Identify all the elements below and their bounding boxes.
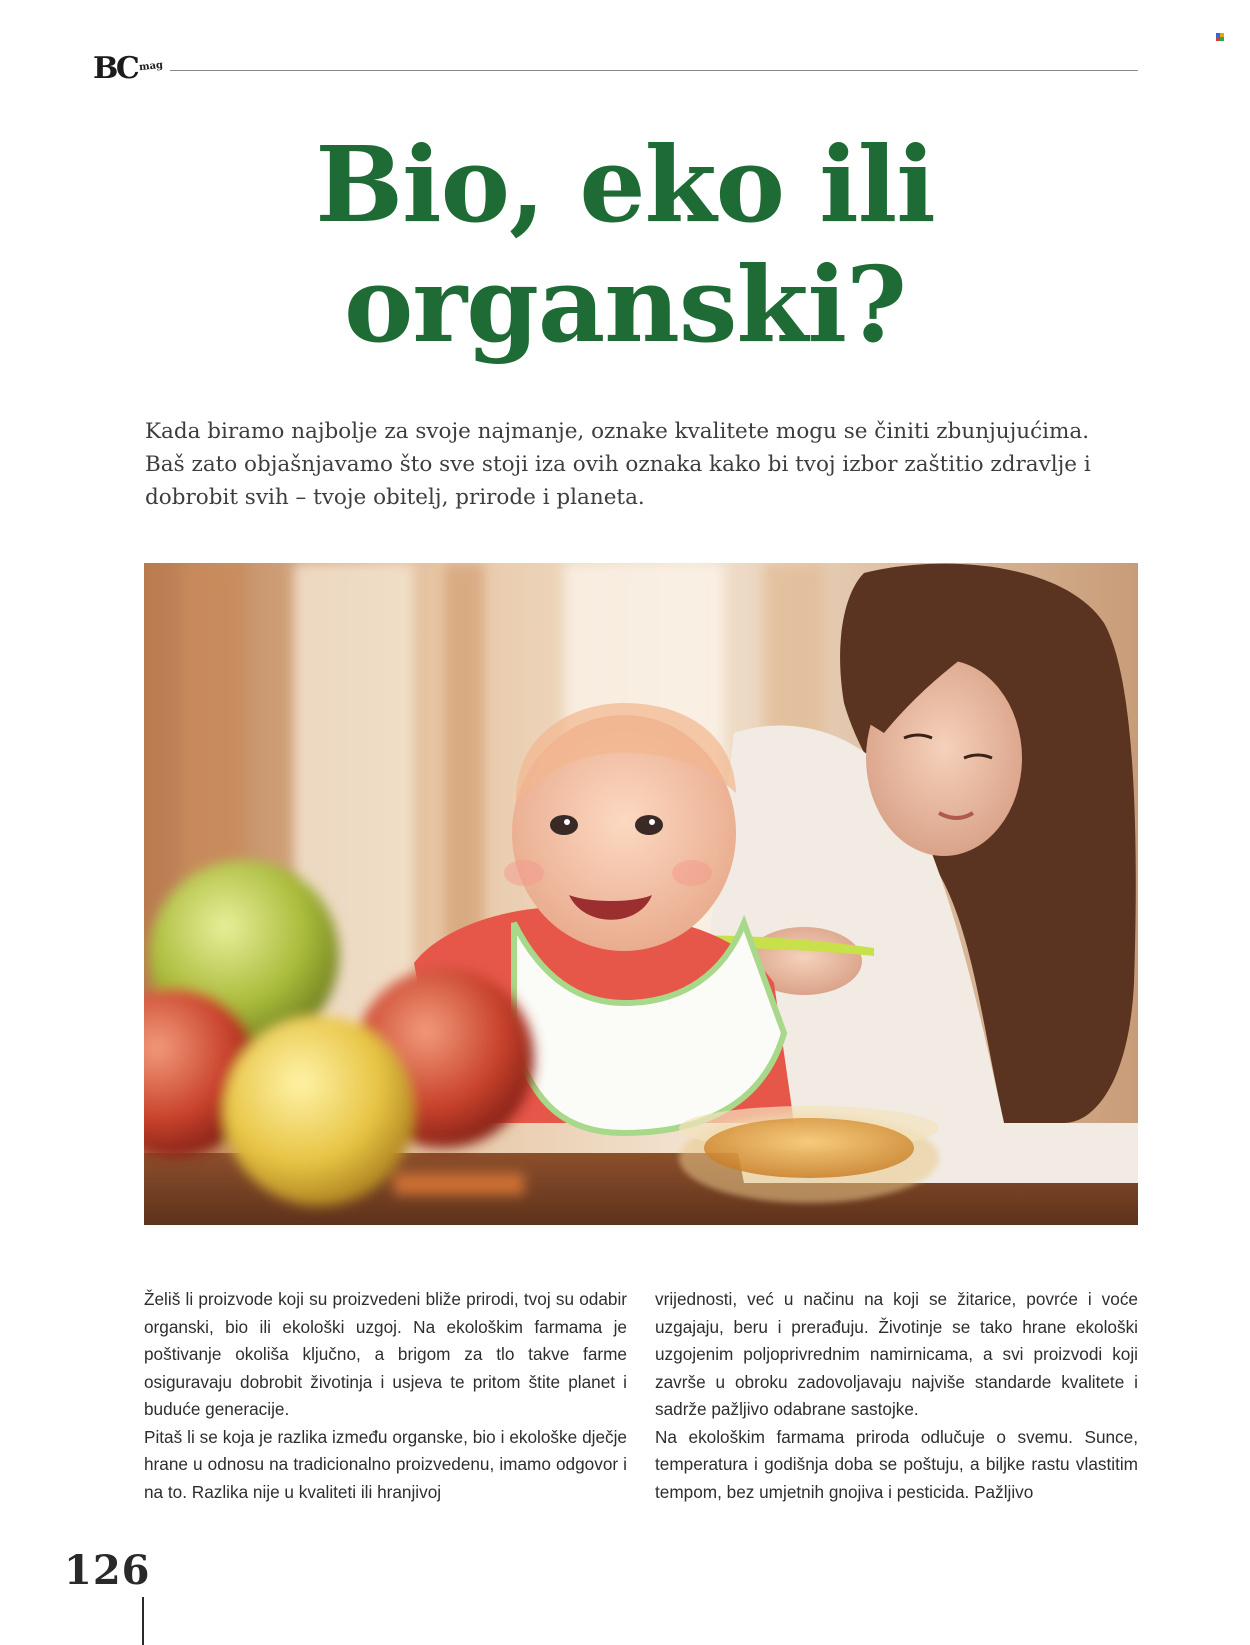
mother-feeding-baby-photo [144, 563, 1138, 1225]
article-title [0, 125, 1250, 365]
color-registration-mark-icon [1216, 33, 1224, 41]
body-paragraph: Pitaš li se koja je razlika između organske, bio i ekološke dječje hrane u odnosu na tradicionalno proizvedenu, imamo odgovor i na to. Razlika nije u kvaliteti ili hranjivoj [144, 1426, 627, 1502]
magazine-logo [93, 52, 163, 86]
article-body [144, 1286, 1138, 1506]
article-title-line-2: organski? [344, 243, 906, 366]
header-divider [170, 70, 1138, 71]
logo-sub-text: mag [138, 59, 164, 74]
body-paragraph: Želiš li proizvode koji su proizvedeni bliže prirodi, tvoj su odabir organski, bio ili ekološki uzgoj. Na ekološkim farmama je poštivanje okoliša ključno, a brigom za tlo takve farme osiguravaju dobrobit životinja i usjeva te pritom štite planet i buduće generacije. [144, 1289, 627, 1419]
article-column-right [655, 1286, 1138, 1506]
article-title-line-1: Bio, eko ili [315, 123, 935, 246]
article-column-left [144, 1286, 627, 1506]
logo-main-text: BC [93, 51, 137, 86]
body-paragraph: vrijednosti, već u načinu na koji se žitarice, povrće i voće uzgajaju, beru i prerađuju. Životinje se tako hrane ekološki uzgojenim poljoprivrednim namirnicama, a svi proizvodi koji završe u obroku zadovoljavaju najviše standarde kvalitete i sadrže pažljivo odabrane sastojke. [655, 1289, 1138, 1419]
page-number-rule [142, 1597, 144, 1645]
page-number: 126 [64, 1547, 151, 1594]
article-intro: Kada biramo najbolje za svoje najmanje, oznake kvalitete mogu se činiti zbunjujućima. Baš zato objašnjavamo što sve stoji iza ovih oznaka kako bi tvoj izbor zaštitio zdravlje i dobrobit svih – tvoje obitelj, prirode i planeta. [145, 419, 1091, 510]
body-paragraph: Na ekološkim farmama priroda odlučuje o svemu. Sunce, temperatura i godišnja doba se poštuju, a biljke rastu vlastitim tempom, bez umjetnih gnojiva i pesticida. Pažljivo [655, 1426, 1138, 1502]
